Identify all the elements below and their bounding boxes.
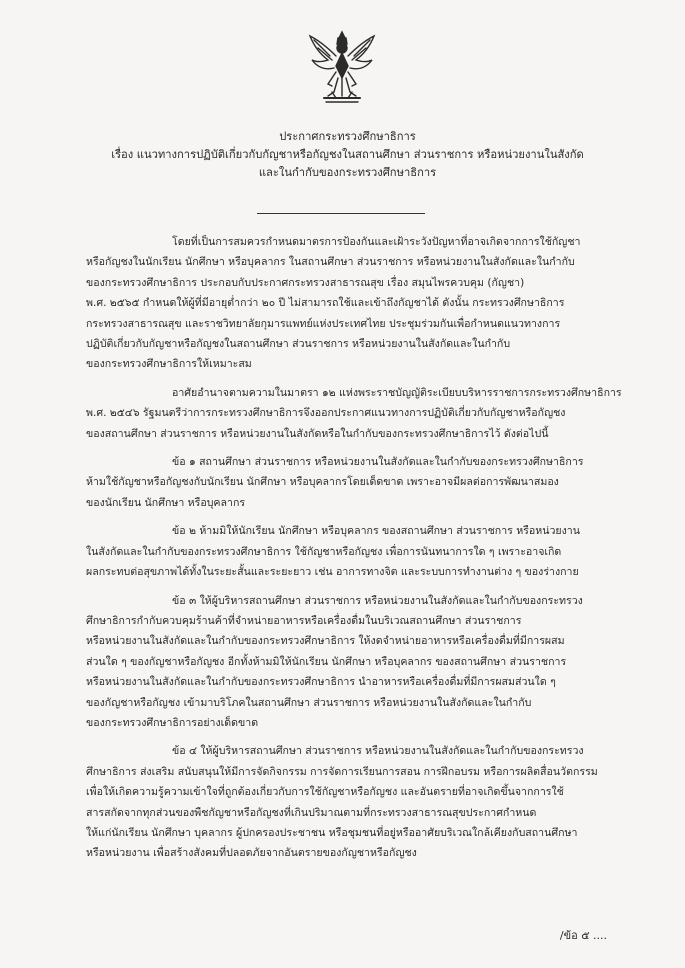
subject-line-1: เรื่อง แนวทางการปฏิบัติเกี่ยวกับกัญชาหรือกัญชงในสถานศึกษา ส่วนราชการ หรือหน่วยงานในสังกัด xyxy=(111,148,584,161)
paragraph xyxy=(86,452,613,513)
paragraph-line: สารสกัดจากทุกส่วนของพืชกัญชาหรือกัญชงที่เกินปริมาณตามที่กระทรวงสาธารณสุขประกาศกำหนด xyxy=(86,806,537,819)
paragraph-line: ของกระทรวงศึกษาธิการอย่างเด็ดขาด xyxy=(86,716,259,729)
paragraph xyxy=(86,383,622,444)
paragraph-line: ให้แก่นักเรียน นักศึกษา บุคลากร ผู้ปกครองประชาชน หรือชุมชนที่อยู่หรืออาศัยบริเวณใกล้เคียงกับสถานศึกษา xyxy=(86,826,578,839)
paragraph-line: หรือหน่วยงานในสังกัดและในกำกับของกระทรวงศึกษาธิการ ให้งดจำหน่ายอาหารหรือเครื่องดื่มที่มีการผสม xyxy=(86,635,565,648)
paragraph-line: พ.ศ. ๒๕๔๖ รัฐมนตรีว่าการกระทรวงศึกษาธิการจึงออกประกาศแนวทางการปฏิบัติเกี่ยวกับกัญชาหรือกัญชง xyxy=(86,407,566,420)
paragraph-line: ของสถานศึกษา ส่วนราชการ หรือหน่วยงานในสังกัดหรือในกำกับของกระทรวงศึกษาธิการไว้ ดังต่อไปนี้ xyxy=(86,427,549,440)
paragraph-line: ของกัญชาหรือกัญชง เข้ามาบริโภคในสถานศึกษา ส่วนราชการ หรือหน่วยงานในสังกัดและในกำกับ xyxy=(86,696,532,709)
paragraph xyxy=(86,232,613,375)
paragraph xyxy=(86,521,613,582)
paragraph-line: ปฏิบัติเกี่ยวกับกัญชาหรือกัญชงในสถานศึกษา ส่วนราชการ หรือหน่วยงานในสังกัดและในกำกับ xyxy=(86,338,511,351)
paragraph xyxy=(86,591,613,734)
paragraph-line: ศึกษาธิการกำกับควบคุมร้านค้าที่จำหน่ายอาหารหรือเครื่องดื่มในบริเวณสถานศึกษา ส่วนราชการ xyxy=(86,614,522,627)
paragraph-line: ข้อ ๑ สถานศึกษา ส่วนราชการ หรือหน่วยงานในสังกัดและในกำกับของกระทรวงศึกษาธิการ xyxy=(172,456,584,469)
subject-line-2: และในกำกับของกระทรวงศึกษาธิการ xyxy=(258,166,437,179)
paragraph-line: เพื่อให้เกิดความรู้ความเข้าใจที่ถูกต้องเกี่ยวกับการใช้กัญชาหรือกัญชง และอันตรายที่อาจเกิดขึ้นจากการใช้ xyxy=(86,786,564,799)
paragraph-line: ในสังกัดและในกำกับของกระทรวงศึกษาธิการ ใช้กัญชาหรือกัญชง เพื่อการนันทนาการใด ๆ เพราะอาจเกิด xyxy=(86,545,562,558)
paragraph-line: ส่วนใด ๆ ของกัญชาหรือกัญชง อีกทั้งห้ามมิให้นักเรียน นักศึกษา หรือบุคลากร ของสถานศึกษา ส่วนราชการ xyxy=(86,655,567,668)
paragraph-line: อาศัยอำนาจตามความในมาตรา ๑๒ แห่งพระราชบัญญัติระเบียบบริหารราชการกระทรวงศึกษาธิการ xyxy=(172,386,622,399)
paragraph-line: ห้ามใช้กัญชาหรือกัญชงกับนักเรียน นักศึกษา หรือบุคลากรโดยเด็ดขาด เพราะอาจมีผลต่อการพัฒนาสมอง xyxy=(86,476,559,489)
paragraph-line: กระทรวงสาธารณสุข และราชวิทยาลัยกุมารแพทย์แห่งประเทศไทย ประชุมร่วมกันเพื่อกำหนดแนวทางการ xyxy=(86,317,561,330)
paragraph-line: หรือหน่วยงานในสังกัดและในกำกับของกระทรวงศึกษาธิการ นำอาหารหรือเครื่องดื่มที่มีการผสมส่วนใด ๆ xyxy=(86,676,556,689)
paragraph xyxy=(86,741,613,863)
paragraph-line: ข้อ ๓ ให้ผู้บริหารสถานศึกษา ส่วนราชการ หรือหน่วยงานในสังกัดและในกำกับของกระทรวง xyxy=(172,594,583,607)
paragraph-line: ของกระทรวงศึกษาธิการให้เหมาะสม xyxy=(86,358,252,371)
paragraph-line: ข้อ ๒ ห้ามมิให้นักเรียน นักศึกษา หรือบุคลากร ของสถานศึกษา ส่วนราชการ หรือหน่วยงาน xyxy=(172,525,580,538)
paragraph-line: หรือหน่วยงาน เพื่อสร้างสังคมที่ปลอดภัยจากอันตรายของกัญชาหรือกัญชง xyxy=(86,847,417,860)
paragraph-line: ของนักเรียน นักศึกษา หรือบุคลากร xyxy=(86,496,246,509)
paragraph-line: ข้อ ๔ ให้ผู้บริหารสถานศึกษา ส่วนราชการ หรือหน่วยงานในสังกัดและในกำกับของกระทรวง xyxy=(172,745,584,758)
announcement-title: ประกาศกระทรวงศึกษาธิการ xyxy=(279,130,416,143)
paragraph-line: ศึกษาธิการ ส่งเสริม สนับสนุนให้มีการจัดกิจกรรม การจัดการเรียนการสอน การฝึกอบรม หรือการผลิตสื่อนวัตกรรม xyxy=(86,765,598,778)
paragraph-line: พ.ศ. ๒๕๖๕ กำหนดให้ผู้ที่มีอายุต่ำกว่า ๒๐ ปี ไม่สามารถใช้และเข้าถึงกัญชาได้ ดังนั้น กระทรวงศึกษาธิการ xyxy=(86,297,565,310)
document-header xyxy=(80,128,615,182)
garuda-emblem-icon xyxy=(306,26,378,108)
paragraph-line: โดยที่เป็นการสมควรกำหนดมาตรการป้องกันและเฝ้าระวังปัญหาที่อาจเกิดจากการใช้กัญชา xyxy=(172,236,581,248)
continuation-note: /ข้อ ๕ .... xyxy=(559,929,607,942)
paragraph-line: ของกระทรวงศึกษาธิการ ประกอบกับประกาศกระทรวงสาธารณสุข เรื่อง สมุนไพรควบคุม (กัญชา) xyxy=(86,276,525,289)
paragraph-line: หรือกัญชงในนักเรียน นักศึกษา หรือบุคลากร ในสถานศึกษา ส่วนราชการ หรือหน่วยงานในสังกัดและในกำกับ xyxy=(86,256,575,269)
header-divider xyxy=(257,213,425,214)
document-body xyxy=(86,232,622,872)
paragraph-line: ผลกระทบต่อสุขภาพได้ทั้งในระยะสั้นและระยะยาว เช่น อาการทางจิต และระบบการทำงานต่าง ๆ ของร่างกาย xyxy=(86,566,579,579)
